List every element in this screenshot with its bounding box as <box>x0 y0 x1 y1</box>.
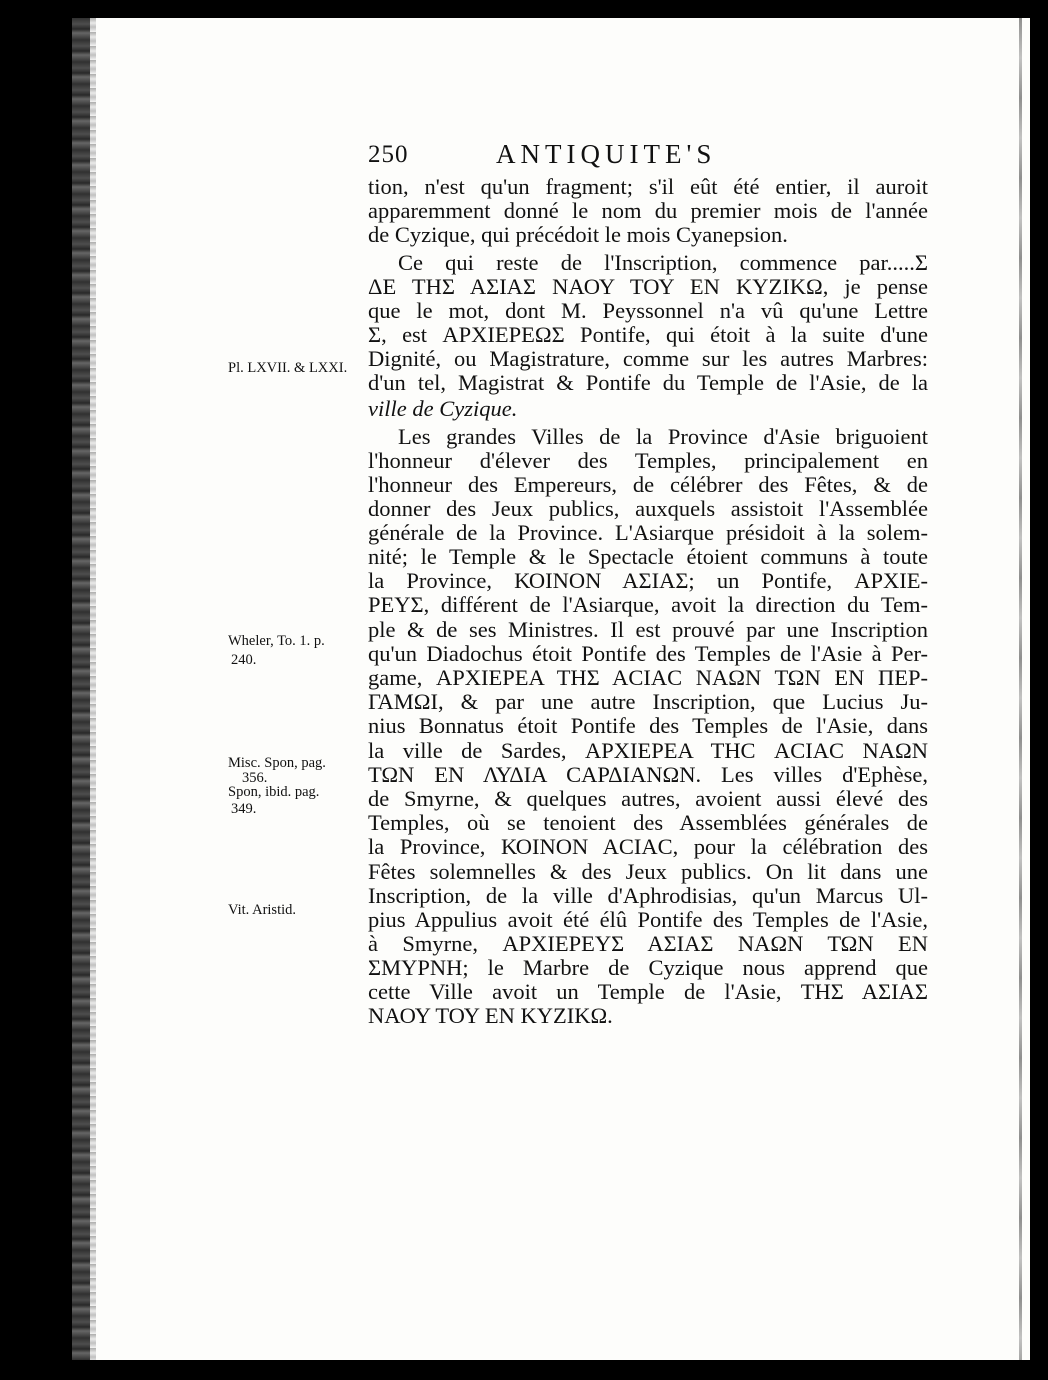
body-line: cette Ville avoit un Temple de l'Asie, ΤΗΣ ΑΣΙΑΣ <box>368 979 928 1004</box>
page-number: 250 <box>368 141 409 168</box>
body-line: Ce qui reste de l'Inscription, commence par.....Σ <box>398 250 928 275</box>
body-line: de Cyzique, qui précédoit le mois Cyanepsion. <box>368 222 788 247</box>
margin-note: Spon, ibid. pag. <box>228 784 320 800</box>
body-line: nius Bonnatus étoit Pontife des Temples de l'Asie, dans <box>368 713 928 738</box>
body-line: game, ΑΡΧΙΕΡΕΑ ΤΗΣ ΑCΙΑC ΝΑΩΝ ΤΩΝ ΕΝ ΠΕΡ- <box>368 665 928 690</box>
body-line: donner des Jeux publics, auxquels assistoit l'Assemblée <box>368 496 928 521</box>
body-line: à Smyrne, ΑΡΧΙΕΡΕΥΣ ΑΣΙΑΣ ΝΑΩΝ ΤΩΝ ΕΝ <box>368 931 928 956</box>
body-line: Fêtes solemnelles & des Jeux publics. On lit dans une <box>368 859 928 884</box>
body-line: apparemment donné le nom du premier mois de l'année <box>368 198 928 223</box>
body-line: ΡΕΥΣ, différent de l'Asiarque, avoit la direction du Tem- <box>368 592 928 617</box>
body-line: Temples, où se tenoient des Assemblées générales de <box>368 810 928 835</box>
body-line: de Smyrne, & quelques autres, avoient aussi élevé des <box>368 786 928 811</box>
margin-note: Wheler, To. 1. p. <box>228 633 325 649</box>
page-header <box>368 141 928 175</box>
body-line: Les grandes Villes de la Province d'Asie briguoient <box>398 424 928 449</box>
body-line: pius Appulius avoit été élû Pontife des Temples de l'Asie, <box>368 907 928 932</box>
body-line: la Province, ΚΟΙΝΟΝ ΑΣΙΑΣ; un Pontife, ΑΡΧΙΕ- <box>368 568 928 593</box>
margin-note: 349. <box>231 801 257 817</box>
body-line: qu'un Diadochus étoit Pontife des Temples de l'Asie à Per- <box>368 641 928 666</box>
body-line: que le mot, dont M. Peyssonnel n'a vû qu'une Lettre <box>368 298 928 323</box>
margin-note: 356. <box>242 770 268 786</box>
body-line: ΤΩΝ ΕΝ ΛΥΔΙΑ CΑΡΔΙΑΝΩΝ. Les villes d'Ephèse, <box>368 762 928 787</box>
body-line: Σ, est ΑΡΧΙΕΡΕΩΣ Pontife, qui étoit à la suite d'une <box>368 322 928 347</box>
body-line: nité; le Temple & le Spectacle étoient communs à toute <box>368 544 928 569</box>
body-line: l'honneur d'élever des Temples, principalement en <box>368 448 928 473</box>
margin-note: Pl. LXVII. & LXXI. <box>228 360 348 376</box>
body-line: l'honneur des Empereurs, de célébrer des Fêtes, & de <box>368 472 928 497</box>
margin-note: Vit. Aristid. <box>228 902 297 918</box>
margin-note: Misc. Spon, pag. <box>228 755 326 771</box>
body-line: Inscription, de la ville d'Aphrodisias, qu'un Marcus Ul- <box>368 883 928 908</box>
body-line: tion, n'est qu'un fragment; s'il eût été entier, il auroit <box>368 174 928 199</box>
body-line: la Province, ΚΟΙΝΟΝ ΑCΙΑC, pour la célébration des <box>368 834 928 859</box>
body-line: ΔΕ ΤΗΣ ΑΣΙΑΣ ΝΑΟΥ ΤΟΥ ΕΝ ΚΥΖΙΚΩ, je pense <box>368 274 928 299</box>
body-line: ville de Cyzique. <box>368 396 518 421</box>
binding-gutter <box>72 18 90 1360</box>
body-line: ΣΜΥΡΝΗ; le Marbre de Cyzique nous apprend que <box>368 955 928 980</box>
body-line: la ville de Sardes, ΑΡΧΙΕΡΕΑ ΤΗC ΑCΙΑC ΝΑΩΝ <box>368 738 928 763</box>
page-edge-right <box>1019 18 1022 1360</box>
body-line: ple & de ses Ministres. Il est prouvé par une Inscription <box>368 617 928 642</box>
body-line: Dignité, ou Magistrature, comme sur les autres Marbres: <box>368 346 928 371</box>
body-line: d'un tel, Magistrat & Pontife du Temple de l'Asie, de la <box>368 370 928 395</box>
body-line: générale de la Province. L'Asiarque présidoit à la solem- <box>368 520 928 545</box>
page-edge-left <box>90 18 96 1360</box>
margin-note: 240. <box>231 652 257 668</box>
body-line: ΓΑΜΩΙ, & par une autre Inscription, que Lucius Ju- <box>368 689 928 714</box>
body-line: ΝΑΟΥ ΤΟΥ ΕΝ ΚΥΖΙΚΩ. <box>368 1003 613 1028</box>
running-head: ANTIQUITE'S <box>496 139 717 169</box>
